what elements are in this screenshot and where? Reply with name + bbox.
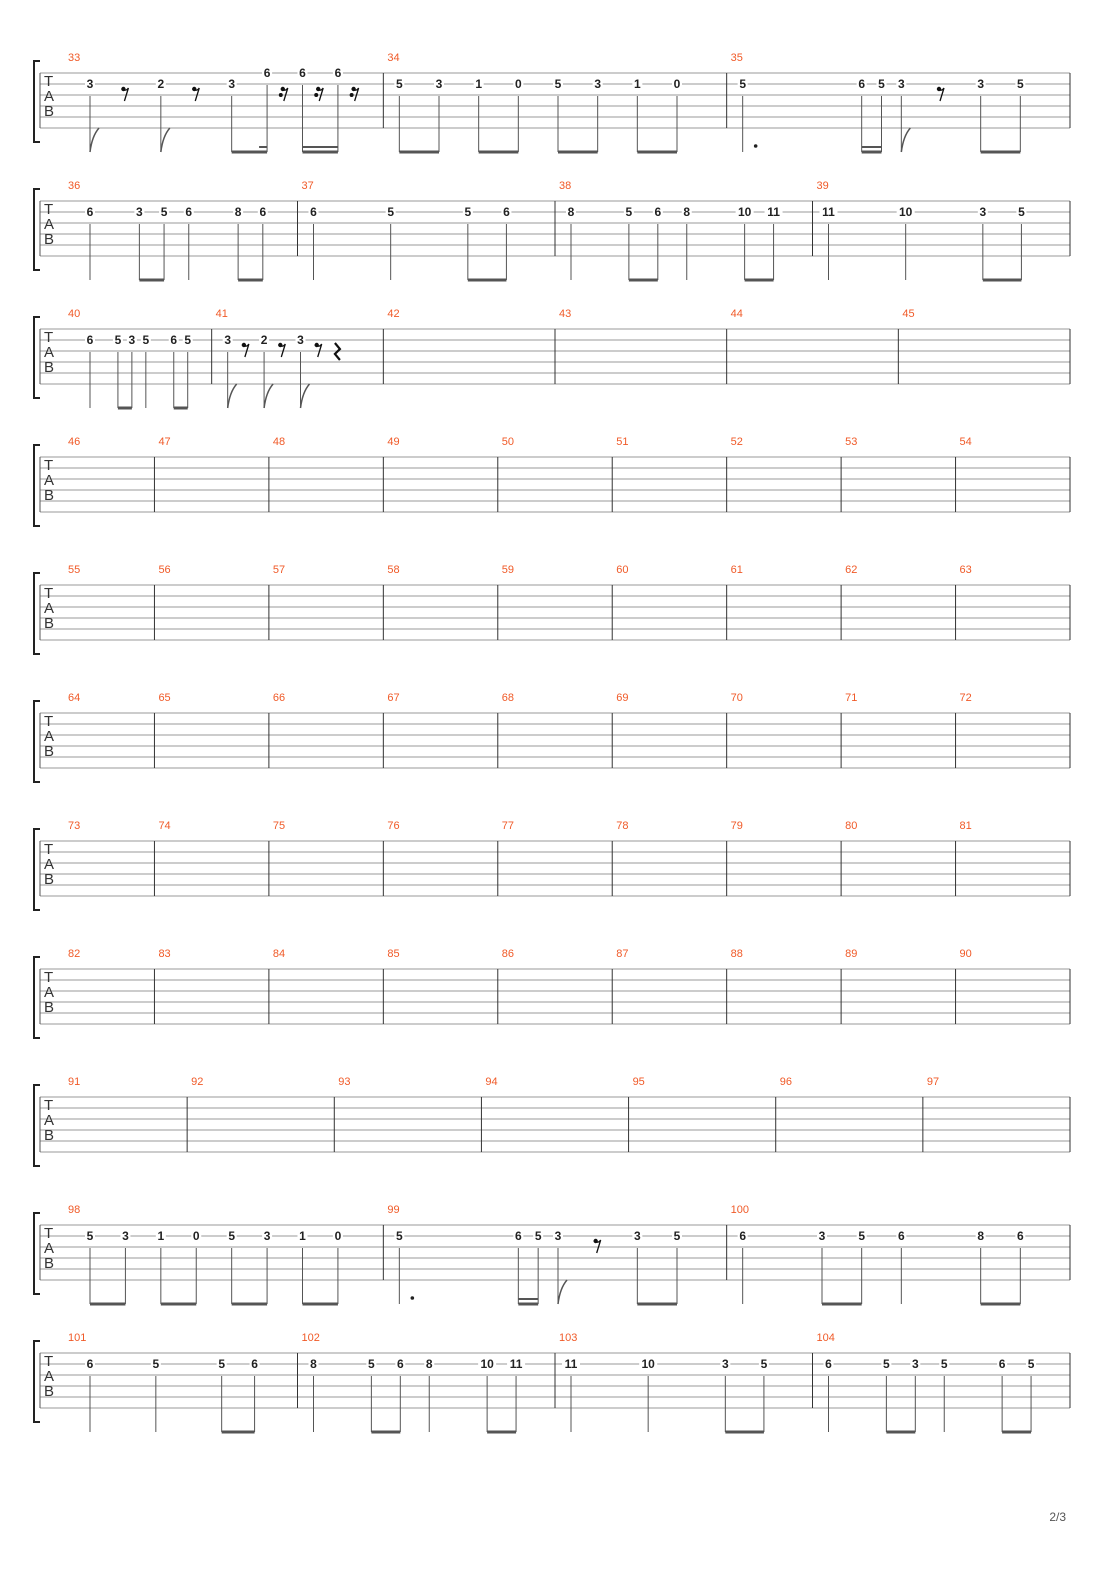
measure-number: 62 [845,564,858,576]
fret-number: 5 [673,1229,681,1243]
system-bracket [34,829,40,910]
measure-number: 94 [485,1076,498,1088]
fret-number: 6 [825,1357,832,1371]
measure-number: 104 [816,1332,835,1344]
measure-number: 35 [730,52,743,64]
fret-number: 3 [594,77,602,91]
system-bracket [34,1085,40,1166]
staff-system [34,308,1070,408]
measure-number: 95 [632,1076,645,1088]
staff-system [34,436,1070,526]
fret-number: 6 [86,333,94,347]
tab-clef-letter: A [44,1368,55,1385]
fret-number: 6 [86,205,94,219]
tab-clef-letter: T [44,713,54,730]
measure-number: 98 [68,1204,81,1216]
measure-number: 82 [68,948,81,960]
tab-clef-letter: A [44,88,55,105]
tab-clef-letter: T [44,1353,54,1370]
fret-number: 5 [858,1229,866,1243]
fret-number: 3 [122,1229,129,1243]
sixteenth-rest-dot [350,93,354,97]
fret-number: 11 [564,1357,578,1371]
tab-clef-letter: A [44,472,55,489]
measure-number: 41 [215,308,228,320]
measure-number: 83 [158,948,171,960]
measure-number: 99 [387,1204,400,1216]
fret-number: 5 [184,333,192,347]
fret-number: 6 [185,205,193,219]
measure-number: 57 [272,564,286,576]
tab-clef-letter: A [44,1112,55,1129]
fret-number: 6 [998,1357,1006,1371]
measure-number: 39 [816,180,829,192]
fret-number: 5 [878,77,885,91]
measure-number: 70 [730,692,743,704]
measure-number: 47 [158,436,171,448]
fret-number: 10 [480,1357,494,1371]
fret-number: 5 [142,333,150,347]
measure-number: 93 [338,1076,351,1088]
tab-clef-letter: B [44,615,55,632]
note-flag [228,384,237,408]
measure-number: 36 [68,180,81,192]
measure-number: 69 [616,692,629,704]
fret-number: 8 [683,205,691,219]
staff-system [34,1076,1070,1166]
fret-number: 0 [334,1229,342,1243]
fret-number: 3 [721,1357,729,1371]
fret-number: 3 [86,77,94,91]
fret-number: 0 [192,1229,200,1243]
fret-number: 3 [128,333,136,347]
measure-number: 96 [779,1076,792,1088]
fret-number: 3 [297,333,304,347]
tab-clef-letter: B [44,743,55,760]
measure-number: 76 [387,820,400,832]
fret-number: 3 [911,1357,919,1371]
tab-clef-letter: B [44,103,55,120]
measure-number: 77 [501,820,515,832]
fret-number: 3 [979,205,987,219]
tab-clef-letter: T [44,969,54,986]
system-bracket [34,1341,40,1422]
fret-number: 5 [739,77,747,91]
fret-number: 6 [251,1357,258,1371]
staff-system [34,180,1070,280]
tab-clef-letter: B [44,487,55,504]
fret-number: 3 [263,1229,271,1243]
tab-clef-letter: A [44,600,55,617]
fret-number: 6 [299,66,306,80]
fret-number: 5 [883,1357,890,1371]
measure-number: 84 [272,948,286,960]
note-flag [161,128,170,152]
measure-number: 44 [730,308,743,320]
fret-number: 5 [228,1229,236,1243]
measure-number: 52 [730,436,743,448]
tab-clef-letter: T [44,201,54,218]
measure-number: 43 [559,308,572,320]
measure-number: 64 [68,692,81,704]
fret-number: 0 [514,77,522,91]
fret-number: 6 [310,205,317,219]
fret-number: 5 [554,77,562,91]
fret-number: 1 [299,1229,306,1243]
fret-number: 5 [387,205,395,219]
tab-clef-letter: B [44,871,55,888]
tab-clef-letter: B [44,1127,55,1144]
staff-system [34,948,1070,1038]
fret-number: 5 [760,1357,768,1371]
fret-number: 6 [263,66,271,80]
measure-number: 67 [387,692,400,704]
measure-number: 45 [902,308,915,320]
fret-number: 6 [86,1357,94,1371]
measure-number: 51 [616,436,629,448]
fret-number: 5 [395,77,403,91]
fret-number: 10 [641,1357,655,1371]
tab-clef-letter: A [44,728,55,745]
system-bracket [34,701,40,782]
note-flag [558,1280,567,1304]
tab-clef-letter: T [44,73,54,90]
fret-number: 6 [259,205,267,219]
fret-number: 6 [334,66,342,80]
fret-number: 10 [737,205,752,219]
tab-clef-letter: A [44,216,55,233]
measure-number: 91 [68,1076,81,1088]
tab-clef-letter: B [44,359,55,376]
measure-number: 68 [501,692,515,704]
sixteenth-rest-dot [279,93,283,97]
fret-number: 5 [940,1357,948,1371]
measure-number: 40 [68,308,81,320]
tab-clef-letter: T [44,1225,54,1242]
measure-number: 59 [501,564,515,576]
system-bracket [34,1213,40,1294]
fret-number: 3 [136,205,143,219]
fret-number: 5 [625,205,633,219]
measure-number: 66 [272,692,286,704]
staff-system [34,1204,1070,1304]
fret-number: 5 [534,1229,542,1243]
fret-number: 0 [673,77,681,91]
measure-number: 55 [68,564,81,576]
fret-number: 3 [228,77,236,91]
tab-clef-letter: T [44,585,54,602]
measure-number: 90 [959,948,972,960]
fret-number: 5 [86,1229,94,1243]
fret-number: 3 [435,77,443,91]
measure-number: 74 [158,820,171,832]
system-bracket [34,61,40,142]
staff-system [34,52,1070,152]
fret-number: 8 [567,205,575,219]
fret-number: 6 [514,1229,522,1243]
fret-number: 11 [767,205,780,219]
measure-number: 89 [845,948,858,960]
measure-number: 53 [845,436,858,448]
measure-number: 103 [559,1332,578,1344]
fret-number: 11 [509,1357,523,1371]
fret-number: 8 [310,1357,317,1371]
sixteenth-rest-dot [314,93,318,97]
measure-number: 71 [845,692,858,704]
fret-number: 1 [157,1229,165,1243]
fret-number: 5 [395,1229,403,1243]
tab-clef-letter: B [44,1255,55,1272]
measure-number: 58 [387,564,400,576]
measure-number: 88 [730,948,743,960]
fret-number: 3 [818,1229,826,1243]
measure-number: 63 [959,564,972,576]
staff-system [34,564,1070,654]
measure-number: 100 [730,1204,750,1216]
tab-clef-letter: T [44,841,54,858]
page-number: 2/3 [1049,1510,1066,1524]
note-flag [301,384,310,408]
measure-number: 86 [501,948,515,960]
fret-number: 8 [234,205,242,219]
fret-number: 5 [152,1357,160,1371]
fret-number: 6 [503,205,510,219]
measure-number: 54 [959,436,972,448]
staff-system [34,692,1070,782]
measure-number: 56 [158,564,171,576]
fret-number: 5 [464,205,472,219]
staff-system [34,1332,1070,1432]
fret-number: 1 [633,77,641,91]
tab-clef-letter: B [44,1383,55,1400]
tab-clef-letter: T [44,329,54,346]
fret-number: 8 [425,1357,433,1371]
fret-number: 5 [160,205,168,219]
fret-number: 8 [977,1229,985,1243]
fret-number: 2 [157,77,165,91]
system-bracket [34,573,40,654]
fret-number: 2 [260,333,268,347]
measure-number: 81 [959,820,972,832]
note-flag [264,384,273,408]
fret-number: 5 [218,1357,226,1371]
tab-clef-letter: A [44,856,55,873]
fret-number: 6 [396,1357,404,1371]
measure-number: 37 [301,180,314,192]
measure-number: 50 [501,436,515,448]
tab-clef-letter: B [44,231,55,248]
fret-number: 5 [368,1357,375,1371]
fret-number: 3 [633,1229,641,1243]
note-flag [90,128,99,152]
tab-clef-letter: T [44,1097,54,1114]
measure-number: 78 [616,820,629,832]
fret-number: 6 [897,1229,905,1243]
measure-number: 80 [845,820,858,832]
measure-number: 72 [959,692,972,704]
system-bracket [34,189,40,270]
fret-number: 3 [977,77,985,91]
measure-number: 101 [68,1332,87,1344]
measure-number: 48 [272,436,286,448]
system-bracket [34,957,40,1038]
tab-clef-letter: A [44,1240,55,1257]
fret-number: 6 [654,205,662,219]
system-bracket [34,445,40,526]
measure-number: 75 [272,820,286,832]
fret-number: 6 [739,1229,747,1243]
measure-number: 60 [616,564,629,576]
fret-number: 3 [554,1229,562,1243]
fret-number: 6 [858,77,866,91]
fret-number: 11 [822,205,835,219]
fret-number: 5 [1027,1357,1035,1371]
measure-number: 87 [616,948,629,960]
tab-clef-letter: A [44,984,55,1001]
tab-clef-letter: T [44,457,54,474]
fret-number: 5 [1016,77,1024,91]
system-bracket [34,317,40,398]
fret-number: 5 [114,333,122,347]
measure-number: 102 [301,1332,320,1344]
measure-number: 79 [730,820,743,832]
note-flag [901,128,910,152]
measure-number: 85 [387,948,400,960]
fret-number: 10 [898,205,913,219]
measure-number: 34 [387,52,400,64]
measure-number: 42 [387,308,400,320]
dotted-rhythm [754,144,758,148]
fret-number: 5 [1018,205,1025,219]
measure-number: 73 [68,820,81,832]
staff-system [34,820,1070,910]
measure-number: 65 [158,692,171,704]
fret-number: 1 [475,77,483,91]
tab-clef-letter: B [44,999,55,1016]
fret-number: 3 [897,77,905,91]
fret-number: 6 [170,333,178,347]
fret-number: 6 [1016,1229,1024,1243]
tab-clef-letter: A [44,344,55,361]
measure-number: 61 [730,564,743,576]
measure-number: 92 [191,1076,204,1088]
dotted-rhythm [411,1296,415,1300]
fret-number: 3 [224,333,232,347]
measure-number: 49 [387,436,400,448]
measure-number: 38 [559,180,572,192]
measure-number: 97 [926,1076,940,1088]
measure-number: 33 [68,52,81,64]
measure-number: 46 [68,436,81,448]
